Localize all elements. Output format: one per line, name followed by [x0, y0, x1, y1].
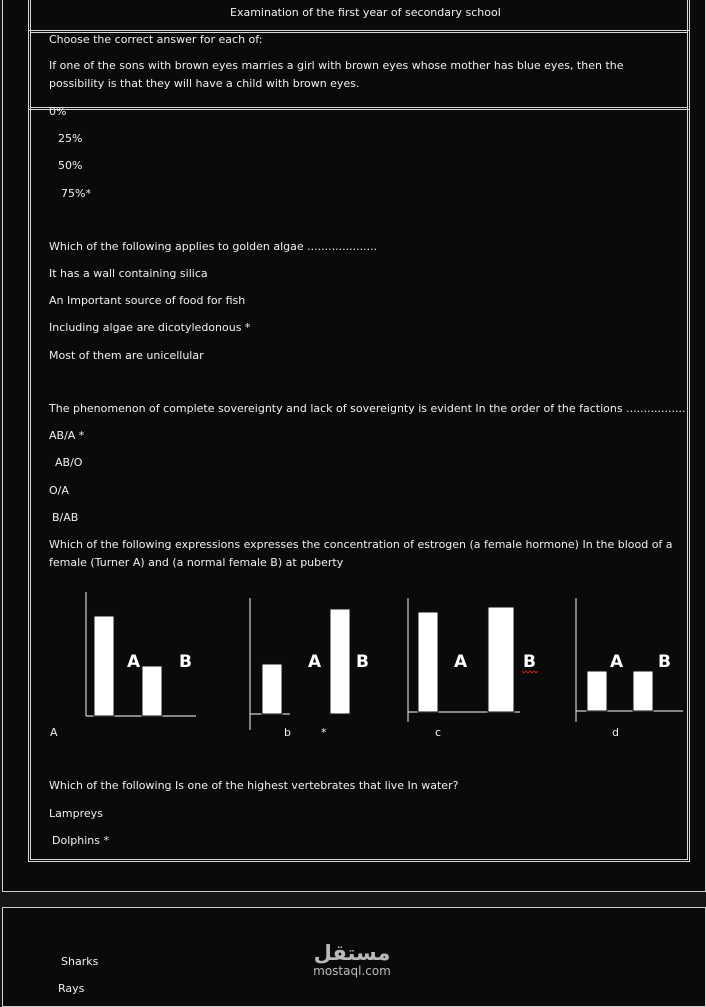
q5-option-4[interactable]: Rays	[58, 982, 85, 995]
logo-arabic-text: مستقل	[313, 941, 391, 965]
q4-option-label-d[interactable]: d	[612, 726, 619, 739]
q1-option-2[interactable]: 25%	[58, 132, 83, 145]
q1-option-3[interactable]: 50%	[58, 159, 83, 172]
chart-a-label-A: A	[127, 652, 141, 672]
q5-option-3[interactable]: Sharks	[61, 955, 99, 968]
chart-a-label-B: B	[179, 652, 192, 672]
q2-option-2[interactable]: An Important source of food for fish	[49, 294, 246, 307]
q2-option-1[interactable]: It has a wall containing silica	[49, 267, 208, 280]
q3-option-4[interactable]: B/AB	[52, 511, 79, 524]
q3-option-2[interactable]: AB/O	[55, 456, 83, 469]
question-2-text: Which of the following applies to golden algae ....................	[49, 240, 378, 253]
q2-option-3[interactable]: Including algae are dicotyledonous *	[49, 321, 251, 334]
chart-c-bar-A	[418, 612, 438, 712]
q4-answer-mark: *	[321, 726, 327, 739]
chart-a-bar-B	[142, 666, 162, 716]
q1-option-4[interactable]: 75%*	[61, 187, 91, 200]
q4-option-label-c[interactable]: c	[435, 726, 442, 739]
chart-d-bar-B	[633, 671, 653, 711]
q3-option-3[interactable]: O/A	[49, 484, 69, 497]
mostaql-watermark-logo	[300, 942, 404, 978]
q2-option-4[interactable]: Most of them are unicellular	[49, 349, 204, 362]
chart-c-bar-B	[488, 607, 514, 712]
chart-b-label-B: B	[356, 652, 369, 672]
chart-b-bar-B	[330, 609, 350, 714]
q3-option-1[interactable]: AB/A *	[49, 429, 85, 442]
q4-option-label-a[interactable]: A	[50, 726, 58, 739]
question-5-text: Which of the following Is one of the highest vertebrates that live In water?	[49, 779, 459, 792]
chart-a-bar-A	[94, 616, 114, 716]
chart-d-label-B: B	[658, 652, 671, 672]
q4-option-label-b[interactable]: b	[284, 726, 291, 739]
question-3-text: The phenomenon of complete sovereignty and lack of sovereignty is evident In the order of the factions .................	[49, 402, 686, 415]
chart-c-label-A: A	[454, 652, 468, 672]
chart-b-label-A: A	[308, 652, 322, 672]
logo-latin-text: mostaql.com	[313, 964, 391, 978]
q5-option-2[interactable]: Dolphins *	[52, 834, 109, 847]
question-1-text: If one of the sons with brown eyes marries a girl with brown eyes whose mother has blue eyes, then the possibility is that they will have a child with brown eyes.	[49, 59, 624, 90]
chart-b-bar-A	[262, 664, 282, 714]
q5-option-1[interactable]: Lampreys	[49, 807, 103, 820]
chart-c-label-B: B	[523, 652, 536, 672]
chart-d-bar-A	[587, 671, 607, 711]
instruction-text: Choose the correct answer for each of:	[49, 33, 263, 46]
question-4-text: Which of the following expressions expresses the concentration of estrogen (a female hormone) In the blood of a female (Turner A) and (a normal female B) at puberty	[49, 538, 673, 569]
q1-option-1[interactable]: 0%	[49, 105, 67, 118]
exam-title: Examination of the first year of secondary school	[230, 6, 501, 19]
chart-d-label-A: A	[610, 652, 624, 672]
